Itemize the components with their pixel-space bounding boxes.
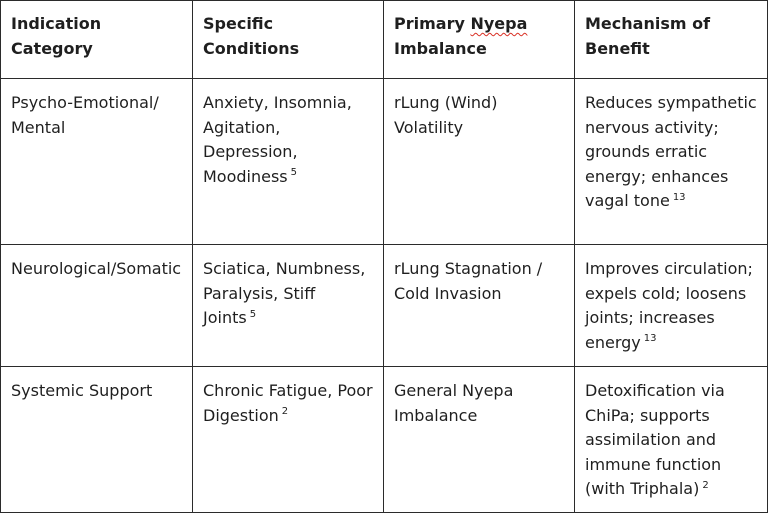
table-row	[1, 79, 768, 245]
cell-mechanism-text: Reduces sympathetic nervous activity; grounds erratic energy; enhances vagal tone	[585, 93, 757, 210]
citation-ref[interactable]: 2	[281, 406, 289, 418]
header-row	[1, 1, 768, 79]
cell-conditions	[193, 367, 384, 513]
cell-mechanism	[575, 79, 768, 245]
citation-ref[interactable]: 2	[702, 479, 709, 491]
table-header	[1, 1, 768, 79]
header-specific-conditions: Specific Conditions	[193, 1, 384, 79]
cell-conditions	[193, 79, 384, 245]
header-indication-category: Indication Category	[1, 1, 193, 79]
table-row	[1, 367, 768, 513]
cell-category: Systemic Support	[1, 367, 193, 513]
cell-category: Psycho-Emotional/ Mental	[1, 79, 193, 245]
cell-conditions-text: Sciatica, Numbness, Paralysis, Stiff Joints	[203, 259, 366, 327]
header-primary-nyepa-imbalance	[384, 1, 575, 79]
cell-category: Neurological/Somatic	[1, 245, 193, 367]
citation-ref[interactable]: 5	[290, 167, 298, 179]
cell-conditions-text: Anxiety, Insomnia, Agitation, Depression, Moodiness	[203, 93, 352, 186]
cell-mechanism-text: Improves circulation; expels cold; loosens joints; increases energy	[585, 259, 753, 352]
cell-mechanism	[575, 245, 768, 367]
header-imbalance-suffix: Imbalance	[394, 38, 487, 58]
cell-mechanism-text: Detoxification via ChiPa; supports assimilation and immune function (with Triphala)	[585, 381, 725, 498]
citation-ref[interactable]: 13	[643, 333, 657, 345]
cell-imbalance: rLung Stagnation / Cold Invasion	[384, 245, 575, 367]
header-mechanism-of-benefit: Mechanism of Benefit	[575, 1, 768, 79]
cell-imbalance: rLung (Wind) Volatility	[384, 79, 575, 245]
table-row	[1, 245, 768, 367]
cell-conditions-text: Chronic Fatigue, Poor Digestion	[203, 381, 373, 425]
cell-mechanism	[575, 367, 768, 513]
cell-conditions	[193, 245, 384, 367]
header-imbalance-prefix: Primary	[394, 14, 471, 33]
spellcheck-flagged-word[interactable]: Nyepa	[470, 14, 528, 33]
citation-ref[interactable]: 13	[672, 191, 686, 203]
cell-imbalance: General Nyepa Imbalance	[384, 367, 575, 513]
citation-ref[interactable]: 5	[249, 308, 257, 320]
